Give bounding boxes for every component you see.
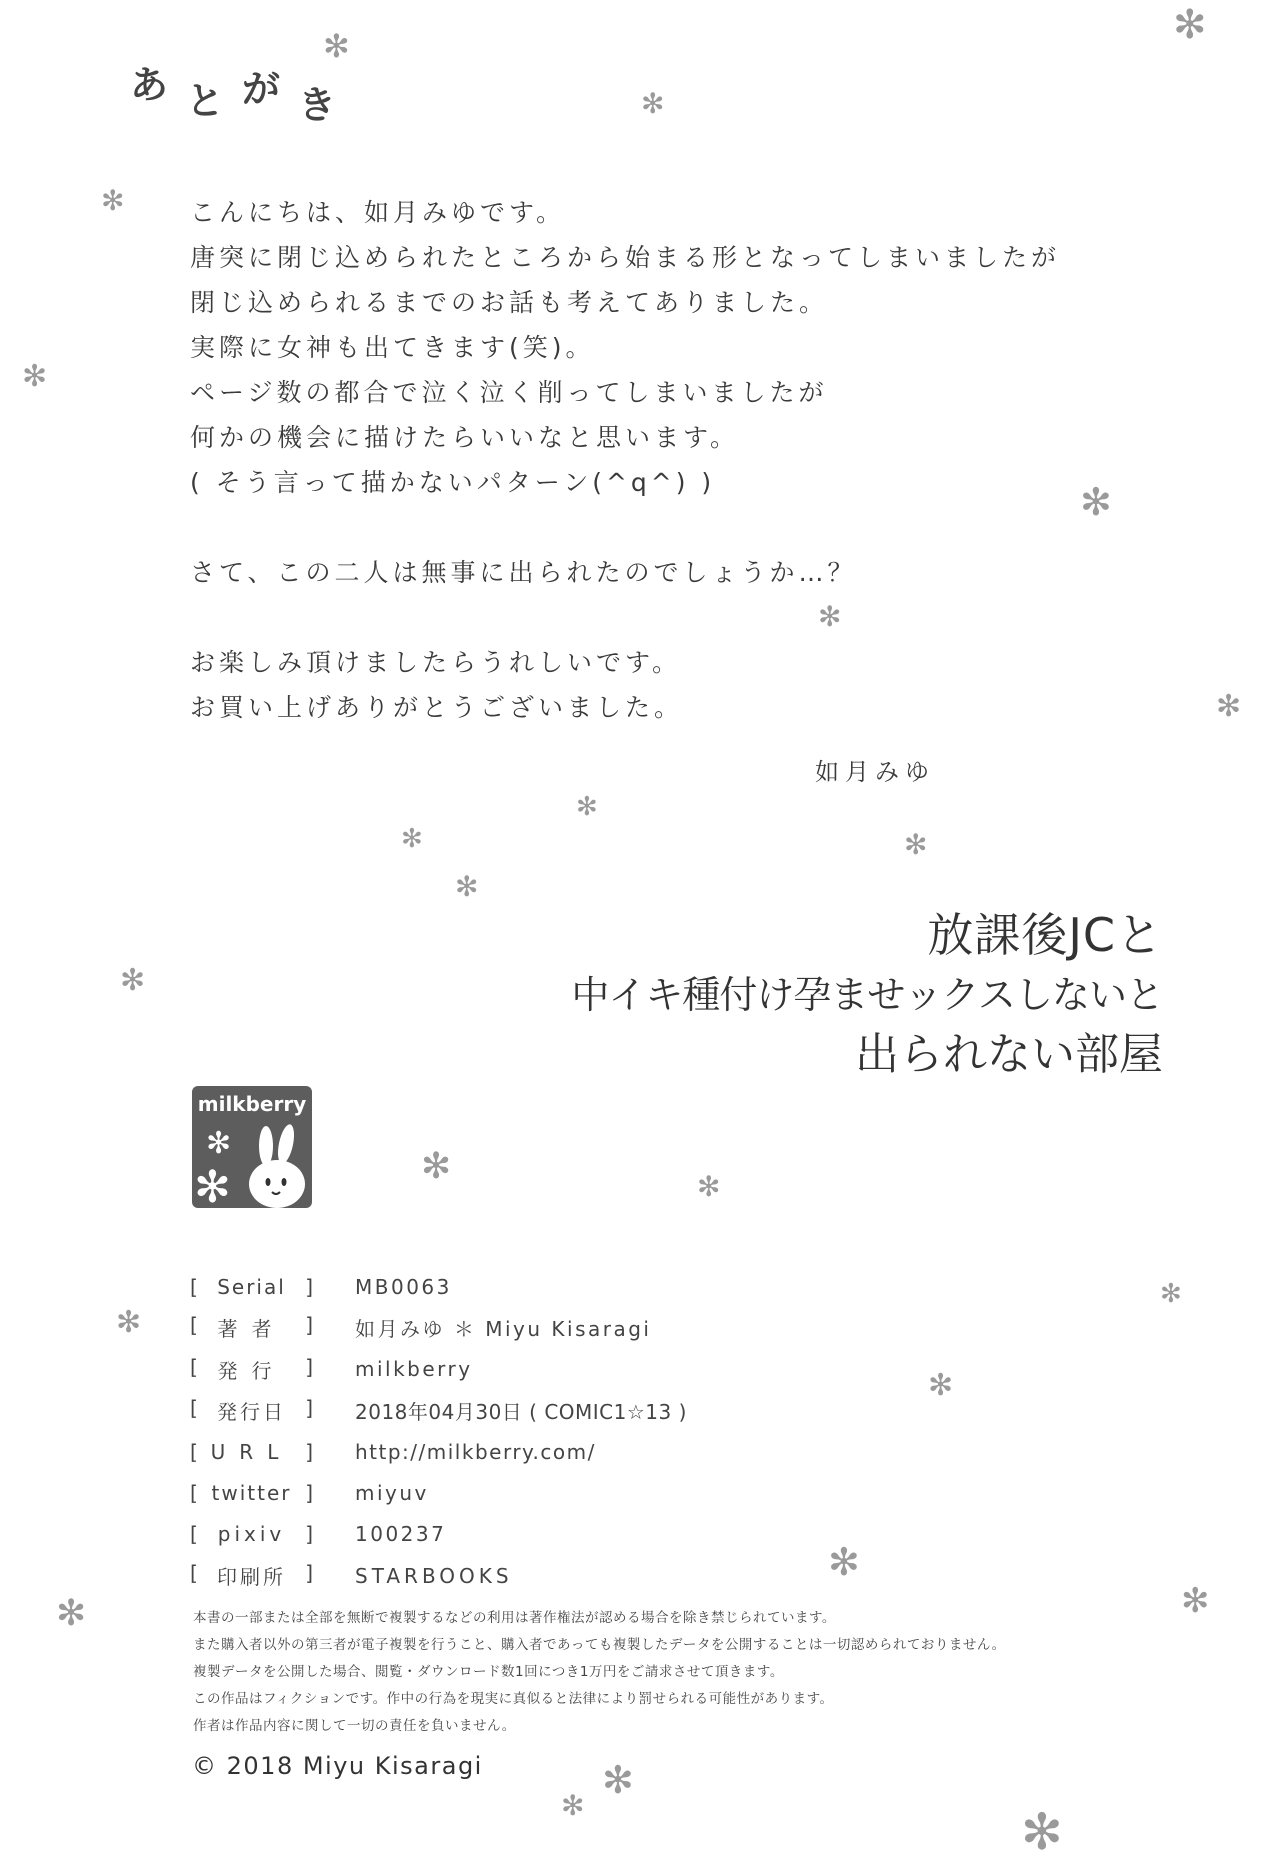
milkberry-logo (192, 1086, 312, 1208)
title-line-2: 中イキ種付け孕ませックスしないと (571, 973, 1163, 1017)
colophon-row: [ twitter ] miyuv (190, 1481, 429, 1506)
asterisk-flower-icon: ✻ (602, 1758, 634, 1802)
notice-line: この作品はフィクションです。作中の行為を現実に真似ると法律により罰せられる可能性があります。 (193, 1691, 834, 1707)
asterisk-flower-icon: ✻ (421, 1146, 452, 1187)
asterisk-flower-icon: ✻ (455, 870, 479, 903)
colophon-key: 印刷所 (217, 1565, 286, 1590)
notice-line: 作者は作品内容に関して一切の責任を負いません。 (193, 1718, 516, 1734)
colophon-key: twitter (211, 1481, 292, 1506)
rabbit-icon (244, 1124, 308, 1208)
author-signature: 如月みゆ (815, 758, 935, 786)
asterisk-flower-icon: ✻ (697, 1170, 721, 1203)
colophon-value: miyuv (355, 1481, 429, 1506)
letter-line: 何かの機会に描けたらいいなと思います。 (190, 423, 740, 452)
colophon-value: STARBOOKS (355, 1563, 513, 1588)
colophon-value: MB0063 (355, 1274, 452, 1299)
colophon-value: milkberry (355, 1357, 473, 1382)
heading-char: き (298, 83, 337, 127)
copyright-notices (193, 1605, 1006, 1740)
letter-line: お買い上げありがとうございました。 (190, 693, 684, 722)
colophon-value: http://milkberry.com/ (355, 1439, 596, 1464)
colophon-key: pixiv (217, 1522, 286, 1547)
colophon (190, 1266, 687, 1596)
colophon-value: 100237 (355, 1522, 447, 1547)
asterisk-flower-icon: ✻ (56, 1593, 87, 1634)
heading-char: が (242, 67, 281, 111)
asterisk-flower-icon: ✻ (323, 27, 350, 65)
afterword-letter (190, 190, 1070, 730)
colophon-row: [ URL ] http://milkberry.com/ (190, 1439, 596, 1464)
colophon-key: Serial (217, 1274, 286, 1299)
letter-line: お楽しみ頂けましたらうれしいです。 (190, 648, 682, 677)
title-line-1: 放課後JCと (927, 908, 1163, 962)
title-line-3: 出られない部屋 (855, 1029, 1163, 1080)
colophon-key: 発行 (217, 1358, 286, 1383)
logo-flower-icon: ✻ (194, 1162, 231, 1208)
asterisk-flower-icon: ✻ (818, 600, 842, 633)
letter-line: こんにちは、如月みゆです。 (190, 198, 566, 227)
colophon-row: [ 発行日 ] 2018年04月30日 ( COMIC1☆13 ) (190, 1396, 687, 1425)
asterisk-flower-icon: ✻ (561, 1789, 585, 1822)
notice-line: 複製データを公開した場合、閲覧・ダウンロード数1回につき1万円をご請求させて頂きます。 (193, 1664, 784, 1680)
asterisk-flower-icon: ✻ (1021, 1803, 1063, 1861)
asterisk-flower-icon: ✻ (1173, 2, 1207, 48)
colophon-row: [ pixiv ] 100237 (190, 1522, 447, 1547)
book-title (571, 905, 1163, 1085)
colophon-key: URL (210, 1439, 293, 1464)
letter-line: さて、この二人は無事に出られたのでしょうか…？ (190, 558, 857, 587)
colophon-row: [ 印刷所 ] STARBOOKS (190, 1561, 513, 1590)
asterisk-flower-icon: ✻ (1080, 480, 1112, 524)
colophon-row: [ Serial ] MB0063 (190, 1274, 452, 1299)
asterisk-flower-icon: ✻ (401, 824, 423, 854)
asterisk-flower-icon: ✻ (641, 87, 665, 120)
letter-line: ページ数の都合で泣く泣く削ってしまいましたが (190, 378, 828, 407)
asterisk-flower-icon: ✻ (120, 963, 146, 998)
colophon-value: 2018年04月30日 ( COMIC1☆13 ) (355, 1400, 687, 1425)
colophon-row: [ 発行 ] milkberry (190, 1354, 473, 1383)
colophon-key: 発行日 (217, 1400, 286, 1425)
asterisk-flower-icon: ✻ (576, 792, 598, 822)
colophon-row: [ 著者 ] 如月みゆ ＊ Miyu Kisaragi (190, 1313, 652, 1342)
asterisk-flower-icon: ✻ (1181, 1581, 1210, 1621)
letter-line: 唐突に閉じ込められたところから始まる形となってしまいましたが (190, 243, 1061, 272)
asterisk-flower-icon: ✻ (904, 828, 928, 861)
asterisk-flower-icon: ✻ (116, 1305, 142, 1340)
letter-line: 閉じ込められるまでのお話も考えてありました。 (190, 288, 829, 317)
notice-line: 本書の一部または全部を無断で複製するなどの利用は著作権法が認める場合を除き禁じられています。 (193, 1610, 836, 1626)
notice-line: また購入者以外の第三者が電子複製を行うこと、購入者であっても複製したデータを公開することは一切認められておりません。 (193, 1637, 1006, 1653)
letter-line: 実際に女神も出てきます(笑)。 (190, 333, 595, 362)
logo-text: milkberry (197, 1092, 307, 1116)
asterisk-flower-icon: ✻ (1160, 1279, 1182, 1309)
asterisk-flower-icon: ✻ (101, 184, 125, 217)
asterisk-flower-icon: ✻ (1216, 689, 1242, 724)
colophon-key: 著者 (217, 1317, 286, 1342)
letter-line (190, 595, 1070, 640)
afterword-heading (130, 60, 337, 127)
logo-flower-icon: ✻ (206, 1126, 232, 1161)
letter-line (190, 505, 1070, 550)
colophon-value: 如月みゆ ＊ Miyu Kisaragi (355, 1317, 652, 1342)
asterisk-flower-icon: ✻ (828, 1540, 860, 1584)
letter-line: ( そう言って描かないパターン(^q^) ) (190, 468, 716, 497)
asterisk-flower-icon: ✻ (928, 1368, 954, 1403)
asterisk-flower-icon: ✻ (22, 359, 48, 394)
heading-char: と (186, 79, 225, 123)
heading-char: あ (130, 63, 169, 107)
copyright-line: © 2018 Miyu Kisaragi (192, 1752, 483, 1780)
